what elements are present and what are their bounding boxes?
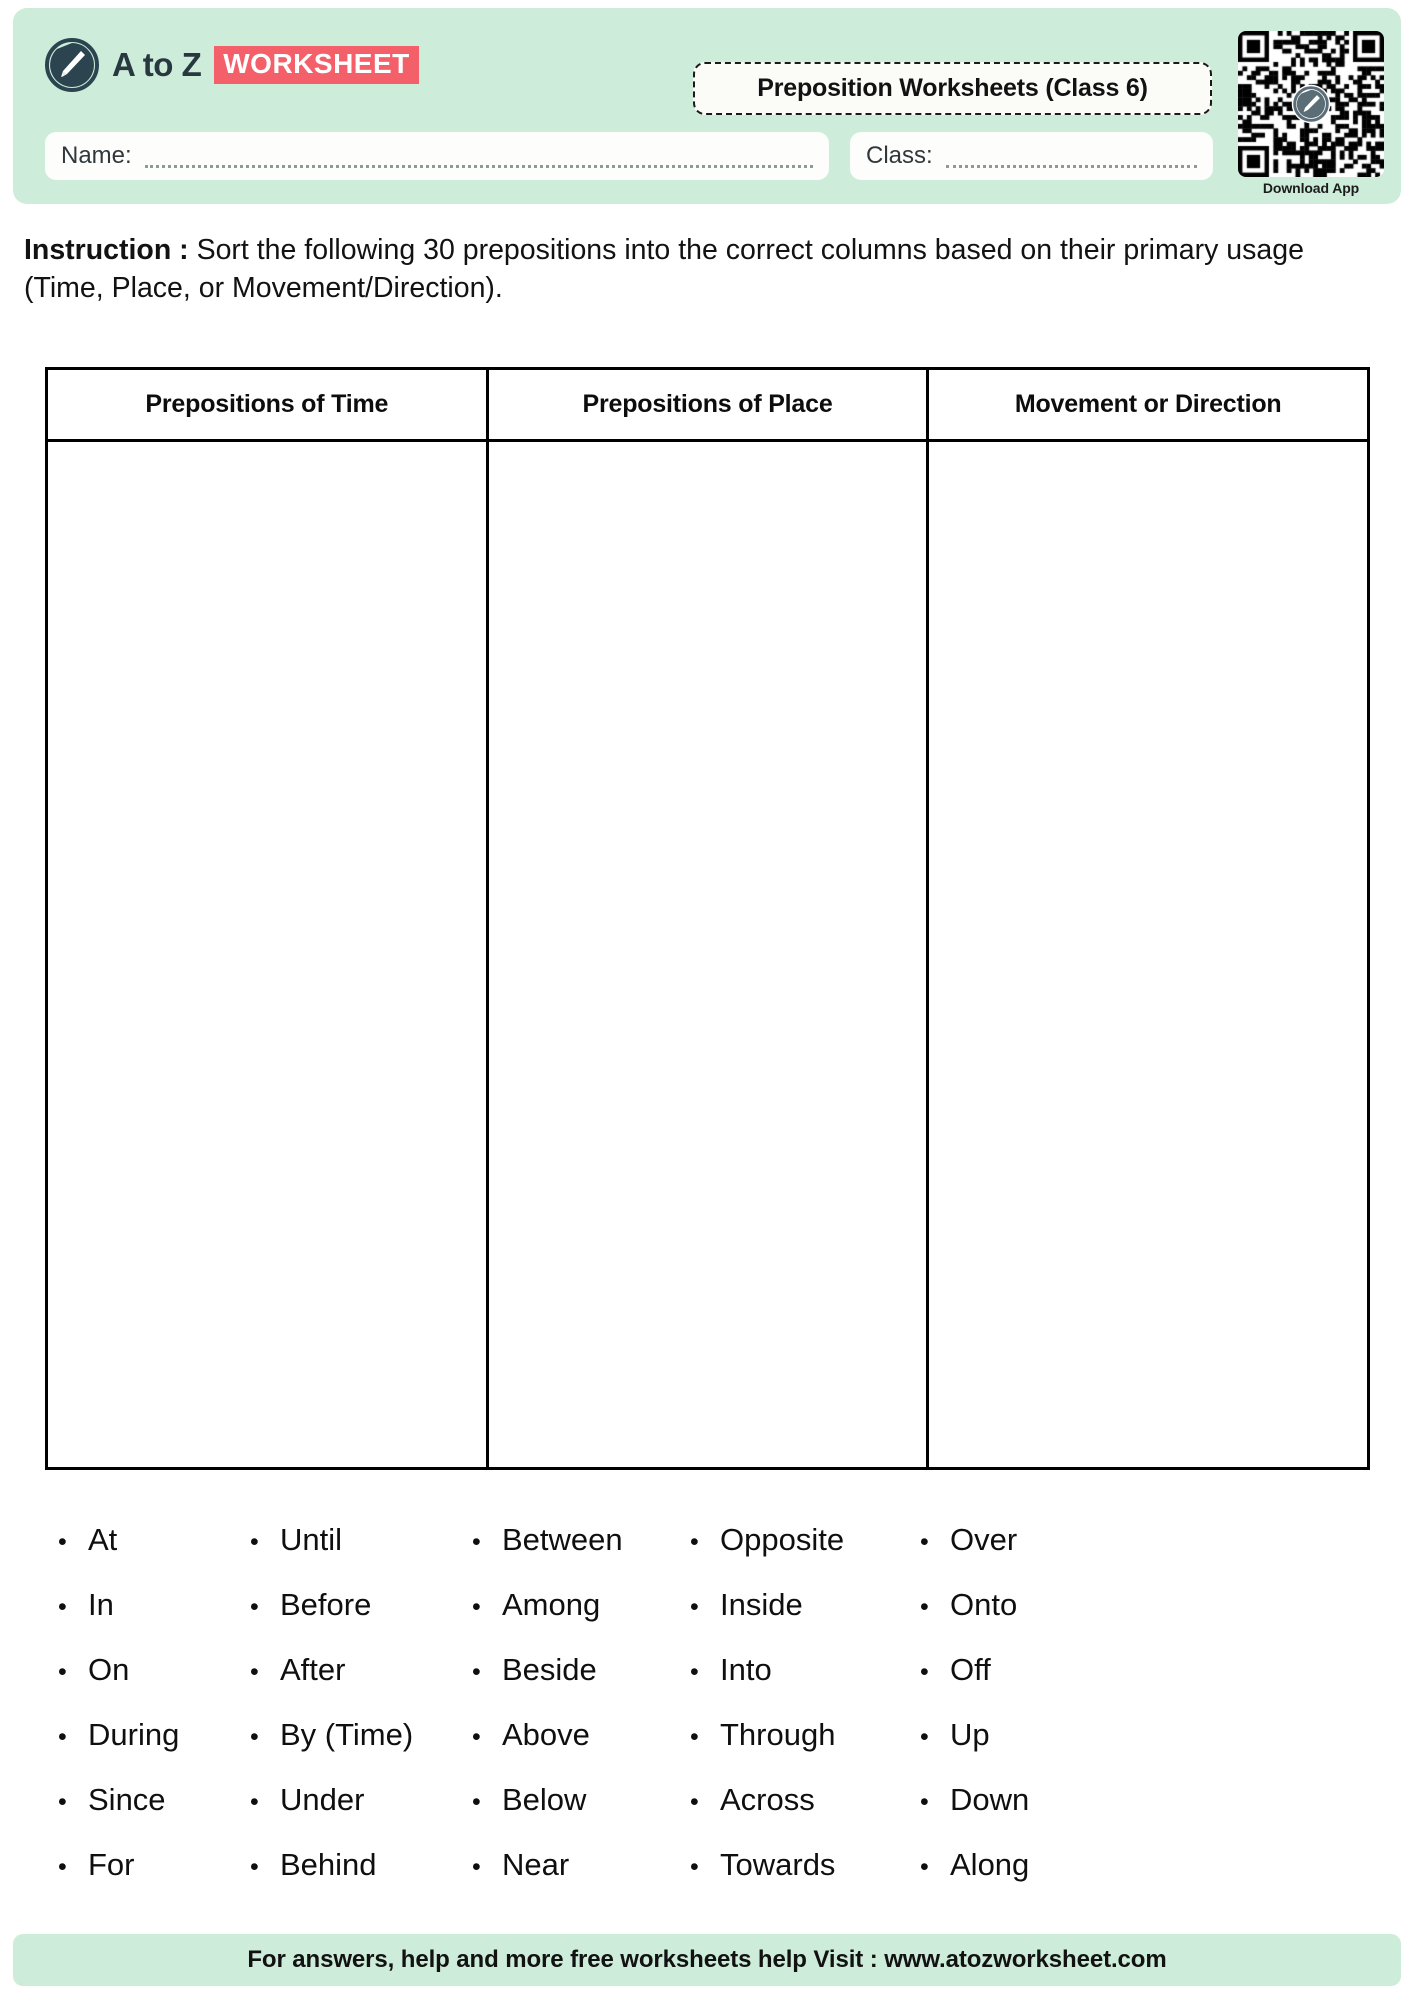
word-bank-label: Among — [502, 1587, 601, 1622]
bullet-icon: • — [58, 1853, 67, 1881]
table-header-cell-time — [48, 370, 486, 439]
table-header-cell-place — [486, 370, 927, 439]
bullet-icon: • — [58, 1593, 67, 1621]
bullet-icon: • — [58, 1658, 67, 1686]
word-bank-item[interactable] — [250, 1717, 472, 1782]
bullet-icon: • — [472, 1658, 481, 1686]
word-bank-label: Down — [950, 1782, 1030, 1817]
header-band — [13, 8, 1401, 204]
word-bank-item[interactable] — [472, 1587, 690, 1652]
class-field-rule — [946, 158, 1197, 168]
word-bank-column — [250, 1522, 472, 1912]
word-bank-item[interactable] — [58, 1847, 250, 1912]
word-bank-item[interactable] — [250, 1522, 472, 1587]
word-bank-label: On — [88, 1652, 130, 1687]
word-bank-item[interactable] — [472, 1847, 690, 1912]
word-bank-item[interactable] — [920, 1717, 1140, 1782]
word-bank-label: Into — [720, 1652, 772, 1687]
name-field[interactable] — [45, 132, 829, 180]
word-bank-label: Towards — [720, 1847, 836, 1882]
word-bank-item[interactable] — [690, 1522, 920, 1587]
name-field-rule — [145, 158, 813, 168]
word-bank-item[interactable] — [58, 1587, 250, 1652]
qr-code-box — [1238, 31, 1384, 177]
word-bank — [58, 1522, 1378, 1912]
bullet-icon: • — [920, 1723, 929, 1751]
word-bank-label: For — [88, 1847, 135, 1882]
word-bank-item[interactable] — [920, 1782, 1140, 1847]
word-bank-label: In — [88, 1587, 114, 1622]
bullet-icon: • — [58, 1723, 67, 1751]
word-bank-item[interactable] — [250, 1782, 472, 1847]
word-bank-column — [920, 1522, 1140, 1912]
word-bank-item[interactable] — [472, 1652, 690, 1717]
word-bank-label: Over — [950, 1522, 1018, 1557]
word-bank-label: Off — [950, 1652, 991, 1687]
table-header-row — [48, 370, 1367, 442]
bullet-icon: • — [472, 1593, 481, 1621]
word-bank-label: Inside — [720, 1587, 803, 1622]
bullet-icon: • — [250, 1528, 259, 1556]
word-bank-label: After — [280, 1652, 346, 1687]
word-bank-item[interactable] — [920, 1652, 1140, 1717]
word-bank-item[interactable] — [690, 1717, 920, 1782]
bullet-icon: • — [920, 1593, 929, 1621]
answer-cell-movement[interactable] — [926, 442, 1367, 1467]
footer-band — [13, 1934, 1401, 1986]
word-bank-item[interactable] — [250, 1587, 472, 1652]
footer-text: For answers, help and more free worksheets help Visit : www.atozworksheet.com — [247, 1946, 1167, 1973]
worksheet-title-badge — [693, 62, 1212, 115]
word-bank-item[interactable] — [58, 1652, 250, 1717]
word-bank-label: Across — [720, 1782, 815, 1817]
qr-caption: Download App — [1262, 180, 1360, 196]
bullet-icon: • — [472, 1723, 481, 1751]
table-answer-area — [48, 442, 1367, 1467]
bullet-icon: • — [58, 1788, 67, 1816]
bullet-icon: • — [472, 1853, 481, 1881]
word-bank-label: Opposite — [720, 1522, 845, 1557]
word-bank-label: Along — [950, 1847, 1030, 1882]
word-bank-item[interactable] — [58, 1717, 250, 1782]
word-bank-label: At — [88, 1522, 118, 1557]
word-bank-item[interactable] — [250, 1652, 472, 1717]
word-bank-label: By (Time) — [280, 1717, 414, 1752]
word-bank-label: Between — [502, 1522, 623, 1557]
column-header-label: Movement or Direction — [1014, 390, 1282, 418]
word-bank-item[interactable] — [920, 1847, 1140, 1912]
class-field[interactable] — [850, 132, 1213, 180]
name-field-label: Name: — [61, 142, 132, 169]
word-bank-item[interactable] — [472, 1717, 690, 1782]
bullet-icon: • — [472, 1528, 481, 1556]
word-bank-label: Under — [280, 1782, 365, 1817]
answer-cell-place[interactable] — [486, 442, 927, 1467]
bullet-icon: • — [472, 1788, 481, 1816]
pen-in-circle-icon — [45, 38, 99, 92]
bullet-icon: • — [250, 1853, 259, 1881]
word-bank-label: Beside — [502, 1652, 597, 1687]
word-bank-label: Above — [502, 1717, 590, 1752]
bullet-icon: • — [250, 1593, 259, 1621]
bullet-icon: • — [920, 1658, 929, 1686]
word-bank-column — [472, 1522, 690, 1912]
bullet-icon: • — [690, 1593, 699, 1621]
bullet-icon: • — [250, 1788, 259, 1816]
sorting-table — [45, 367, 1370, 1470]
word-bank-label: Onto — [950, 1587, 1018, 1622]
page-title: Preposition Worksheets (Class 6) — [757, 74, 1148, 102]
logo-badge: WORKSHEET — [214, 46, 419, 84]
bullet-icon: • — [58, 1528, 67, 1556]
word-bank-column — [690, 1522, 920, 1912]
word-bank-item[interactable] — [690, 1652, 920, 1717]
bullet-icon: • — [690, 1853, 699, 1881]
word-bank-label: During — [88, 1717, 180, 1752]
qr-center-logo-icon — [1291, 84, 1331, 124]
bullet-icon: • — [690, 1528, 699, 1556]
column-header-label: Prepositions of Place — [582, 390, 833, 418]
word-bank-item[interactable] — [58, 1782, 250, 1847]
word-bank-item[interactable] — [472, 1782, 690, 1847]
brand-logo — [45, 36, 419, 94]
bullet-icon: • — [920, 1528, 929, 1556]
column-header-label: Prepositions of Time — [145, 390, 389, 418]
logo-text: A to Z — [112, 46, 202, 83]
word-bank-item[interactable] — [472, 1522, 690, 1587]
word-bank-column — [58, 1522, 250, 1912]
word-bank-label: Since — [88, 1782, 166, 1817]
answer-cell-time[interactable] — [48, 442, 486, 1467]
bullet-icon: • — [250, 1658, 259, 1686]
word-bank-item[interactable] — [690, 1847, 920, 1912]
bullet-icon: • — [250, 1723, 259, 1751]
table-header-cell-movement — [926, 370, 1367, 439]
instruction-body: Sort the following 30 prepositions into the correct columns based on their primary usage (Time, Place, or Movement/Direction). — [24, 234, 1304, 304]
bullet-icon: • — [690, 1788, 699, 1816]
instruction-label: Instruction : — [24, 234, 189, 266]
download-app-qr[interactable] — [1238, 31, 1384, 196]
bullet-icon: • — [920, 1853, 929, 1881]
word-bank-item[interactable] — [690, 1782, 920, 1847]
word-bank-label: Up — [950, 1717, 990, 1752]
word-bank-item[interactable] — [58, 1522, 250, 1587]
word-bank-label: Below — [502, 1782, 587, 1817]
bullet-icon: • — [920, 1788, 929, 1816]
word-bank-item[interactable] — [250, 1847, 472, 1912]
word-bank-label: Through — [720, 1717, 836, 1752]
word-bank-label: Near — [502, 1847, 570, 1882]
word-bank-item[interactable] — [690, 1587, 920, 1652]
word-bank-label: Until — [280, 1522, 343, 1557]
word-bank-label: Behind — [280, 1847, 377, 1882]
instruction-text — [24, 232, 1379, 307]
word-bank-item[interactable] — [920, 1587, 1140, 1652]
word-bank-label: Before — [280, 1587, 372, 1622]
class-field-label: Class: — [866, 142, 933, 169]
bullet-icon: • — [690, 1723, 699, 1751]
bullet-icon: • — [690, 1658, 699, 1686]
word-bank-item[interactable] — [920, 1522, 1140, 1587]
